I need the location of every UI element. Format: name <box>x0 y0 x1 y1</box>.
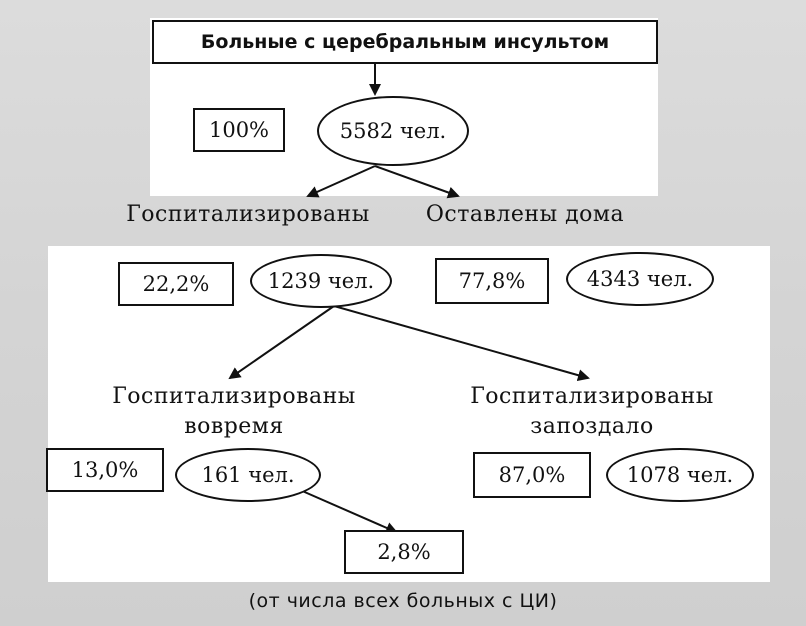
late-label-line1: Госпитализированы <box>470 384 714 409</box>
late-percent-box: 87,0% <box>473 452 591 498</box>
at-home-label: Оставлены дома <box>425 202 625 227</box>
title-box: Больные с церебральным инсультом <box>152 20 658 64</box>
footnote: (от числа всех больных с ЦИ) <box>248 590 558 612</box>
on-time-label-line2: вовремя <box>184 414 284 439</box>
arrow-to-late <box>334 306 588 378</box>
hospitalized-percent-box: 22,2% <box>118 262 234 306</box>
on-time-label-line1: Госпитализированы <box>112 384 356 409</box>
hospitalized-count-ellipse: 1239 чел. <box>250 254 392 308</box>
root-percent-box: 100% <box>193 108 285 152</box>
root-count-ellipse: 5582 чел. <box>317 96 469 166</box>
arrow-to-on-time <box>230 306 334 378</box>
on-time-share-box: 2,8% <box>344 530 464 574</box>
arrow-root-to-hospitalized <box>308 166 375 196</box>
late-label <box>462 382 722 442</box>
arrow-root-to-home <box>375 166 458 196</box>
late-count-ellipse: 1078 чел. <box>606 448 754 502</box>
at-home-count-ellipse: 4343 чел. <box>566 252 714 306</box>
at-home-percent-box: 77,8% <box>435 258 549 304</box>
on-time-label <box>104 382 364 442</box>
on-time-count-ellipse: 161 чел. <box>175 448 321 502</box>
hospitalized-label: Госпитализированы <box>126 202 370 227</box>
on-time-percent-box: 13,0% <box>46 448 164 492</box>
late-label-line2: запоздало <box>530 414 654 439</box>
arrow-to-share <box>300 490 396 532</box>
